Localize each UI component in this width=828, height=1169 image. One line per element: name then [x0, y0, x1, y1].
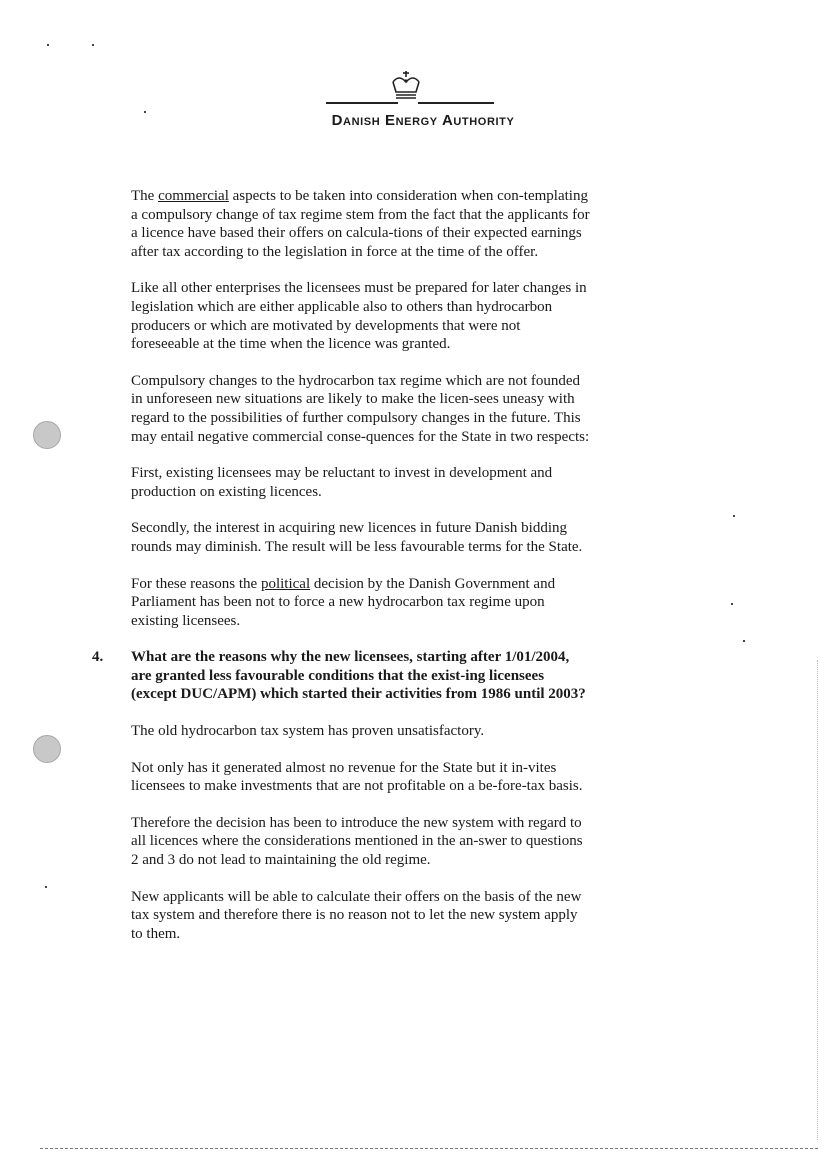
underlined-word: political [260, 575, 311, 592]
organization-name: Danish Energy Authority [331, 112, 515, 129]
page-right-edge [817, 660, 819, 1140]
question-text: What are the reasons why the new licensees, starting after 1/01/2004, are granted less favourable conditions that the exist-ing licensees (except DUC/APM) which started their activities from 1986 until 2003? [131, 649, 586, 703]
answer-paragraph-2: Not only has it generated almost no revenue for the State but it in-vites licensees to make investments that are not profitable on a be-fore-tax basis. [131, 759, 583, 795]
paragraph-text: aspects to be taken into consideration when con-templating a compulsory change of tax regime stem from the fact that the applicants for a licence have based their offers on calcula-tions of their expected earnings after tax according to the legislation in force at the time of the offer. [131, 188, 590, 260]
letterhead-rule-left [326, 102, 398, 104]
paragraph-text: decision by the Danish Government and Parliament has been not to force a new hydrocarbon tax regime upon existing licensees. [131, 575, 556, 629]
answer-paragraph-4: New applicants will be able to calculate their offers on the basis of the new tax system and therefore there is no reason not to let the new system apply to them. [131, 888, 582, 942]
paragraph-commercial [131, 187, 591, 261]
underlined-word: commercial [158, 188, 229, 204]
letterhead-rule-right [418, 102, 494, 104]
paragraph-legislation: Like all other enterprises the licensees must be prepared for later changes in legislation which are either applicable also to others than hydrocarbon producers or which are motivated by developments that were not foreseeable at the time when the licence was granted. [131, 280, 587, 353]
paragraph-text: The [131, 188, 159, 204]
letter-body [92, 187, 591, 961]
scan-speck [731, 603, 733, 605]
question-number: 4. [92, 649, 104, 666]
scan-speck [47, 44, 49, 46]
paragraph-compulsory-changes: Compulsory changes to the hydrocarbon tax regime which are not founded in unforeseen new situations are likely to make the licen-sees uneasy with regard to the possibilities of further compulsory changes in the future. This may entail negative commercial conse-quences for the State in two respects: [131, 372, 590, 445]
paragraph-political [131, 575, 591, 631]
paragraph-secondly: Secondly, the interest in acquiring new licences in future Danish bidding rounds may diminish. The result will be less favourable terms for the State. [131, 520, 583, 555]
scan-speck [144, 111, 146, 113]
paragraph-first: First, existing licensees may be reluctant to invest in development and production on existing licences. [131, 465, 553, 500]
scan-speck [45, 886, 47, 888]
punch-hole-top [33, 421, 61, 449]
question-4 [92, 648, 591, 704]
answer-paragraph-1: The old hydrocarbon tax system has proven unsatisfactory. [131, 723, 485, 740]
answer-paragraph-3: Therefore the decision has been to introduce the new system with regard to all licences where the considerations mentioned in the an-swer to questions 2 and 3 do not lead to maintaining the old regime. [131, 814, 583, 869]
scan-speck [733, 515, 735, 517]
letterhead [0, 70, 828, 140]
scan-speck [743, 640, 745, 642]
crown-icon [385, 70, 427, 102]
paragraph-text: For these reasons the [131, 575, 261, 592]
page-bottom-line [40, 1148, 818, 1150]
punch-hole-bottom [33, 735, 61, 763]
scan-speck [92, 44, 94, 46]
